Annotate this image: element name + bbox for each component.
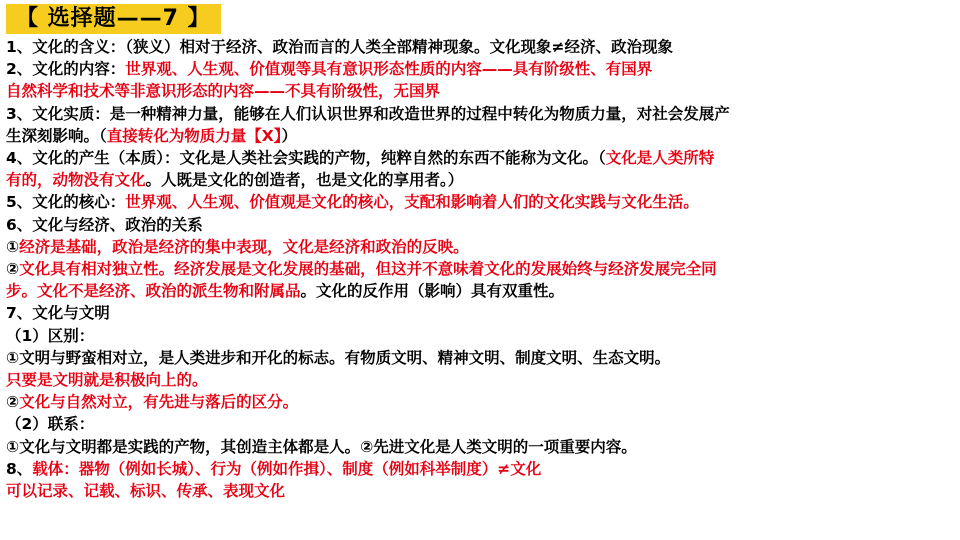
note-text: 1、文化的含义：（狭义）相对于经济、政治而言的人类全部精神现象。文化现象≠经济、政治现象 (6, 38, 674, 56)
highlight-text: 只要是文明就是积极向上的。 (6, 371, 208, 390)
note-line (6, 125, 954, 147)
highlight-text: 自然科学和技术等非意识形态的内容——不具有阶级性，无国界 (6, 82, 441, 101)
highlight-text: 可以记录、记载、标识、传承、表现文化 (6, 482, 286, 501)
highlight-text: 世界观、人生观、价值观等具有意识形态性质的内容——具有阶级性、有国界 (125, 60, 653, 79)
note-line (6, 413, 954, 435)
note-line (6, 369, 954, 391)
note-text: 2、文化的内容： (6, 60, 126, 79)
highlight-text: 有的，动物没有文化 (6, 171, 146, 190)
note-text: 7、文化与文明 (6, 304, 110, 323)
note-line (6, 36, 954, 58)
section-title: 【 选择题——7 】 (6, 4, 221, 34)
note-line (6, 80, 954, 102)
note-text: 3、文化实质：是一种精神力量，能够在人们认识世界和改造世界的过程中转化为物质力量，对社会发展产 (6, 104, 730, 123)
highlight-text: 文化与自然对立，有先进与落后的区分。 (19, 393, 299, 412)
note-line (6, 391, 954, 413)
highlight-text: 载体：器物（例如长城）、行为（例如作揖）、制度（例如科举制度）≠文化 (32, 459, 542, 478)
note-text: 8、 (6, 459, 33, 478)
note-text: 生深刻影响。（ (6, 126, 107, 145)
note-line (6, 280, 954, 302)
note-line (6, 103, 954, 125)
highlight-text: 世界观、人生观、价值观是文化的核心，支配和影响着人们的文化实践与文化生活。 (125, 193, 699, 212)
note-line (6, 58, 954, 80)
highlight-text: 直接转化为物质力量【X】 (106, 126, 282, 145)
note-text: 。文化的反作用（影响）具有双重性。 (300, 282, 565, 301)
note-text: ） (281, 126, 297, 145)
note-line (6, 436, 954, 458)
note-line (6, 147, 954, 169)
note-text: ①文化与文明都是实践的产物，其创造主体都是人。②先进文化是人类文明的一项重要内容。 (6, 437, 637, 456)
note-line (6, 258, 954, 280)
note-line (6, 347, 954, 369)
note-text: 5、文化的核心： (6, 193, 126, 212)
highlight-text: 文化是人类所特 (605, 149, 715, 168)
note-line (6, 169, 954, 191)
note-text: ①文明与野蛮相对立，是人类进步和开化的标志。有物质文明、精神文明、制度文明、生态文明。 (6, 348, 671, 367)
highlight-text: 经济是基础，政治是经济的集中表现，文化是经济和政治的反映。 (19, 237, 469, 256)
note-line (6, 458, 954, 480)
note-line (6, 191, 954, 213)
note-line (6, 236, 954, 258)
note-text: 6、文化与经济、政治的关系 (6, 215, 203, 234)
note-line (6, 480, 954, 502)
note-text: ② (6, 260, 20, 279)
note-text: 。人既是文化的创造者，也是文化的享用者。） (145, 171, 464, 190)
note-line (6, 214, 954, 236)
note-text: （1）区别： (6, 326, 95, 345)
note-line (6, 325, 954, 347)
note-text: ② (6, 393, 20, 412)
note-text: ① (6, 237, 20, 256)
notes-body (6, 36, 954, 502)
note-text: （2）联系： (6, 415, 95, 434)
note-line (6, 302, 954, 324)
highlight-text: 步。文化不是经济、政治的派生物和附属品 (6, 282, 301, 301)
highlight-text: 文化具有相对独立性。经济发展是文化发展的基础，但这并不意味着文化的发展始终与经济发展完全同 (19, 260, 717, 279)
note-text: 4、文化的产生（本质）：文化是人类社会实践的产物，纯粹自然的东西不能称为文化。（ (6, 149, 606, 168)
